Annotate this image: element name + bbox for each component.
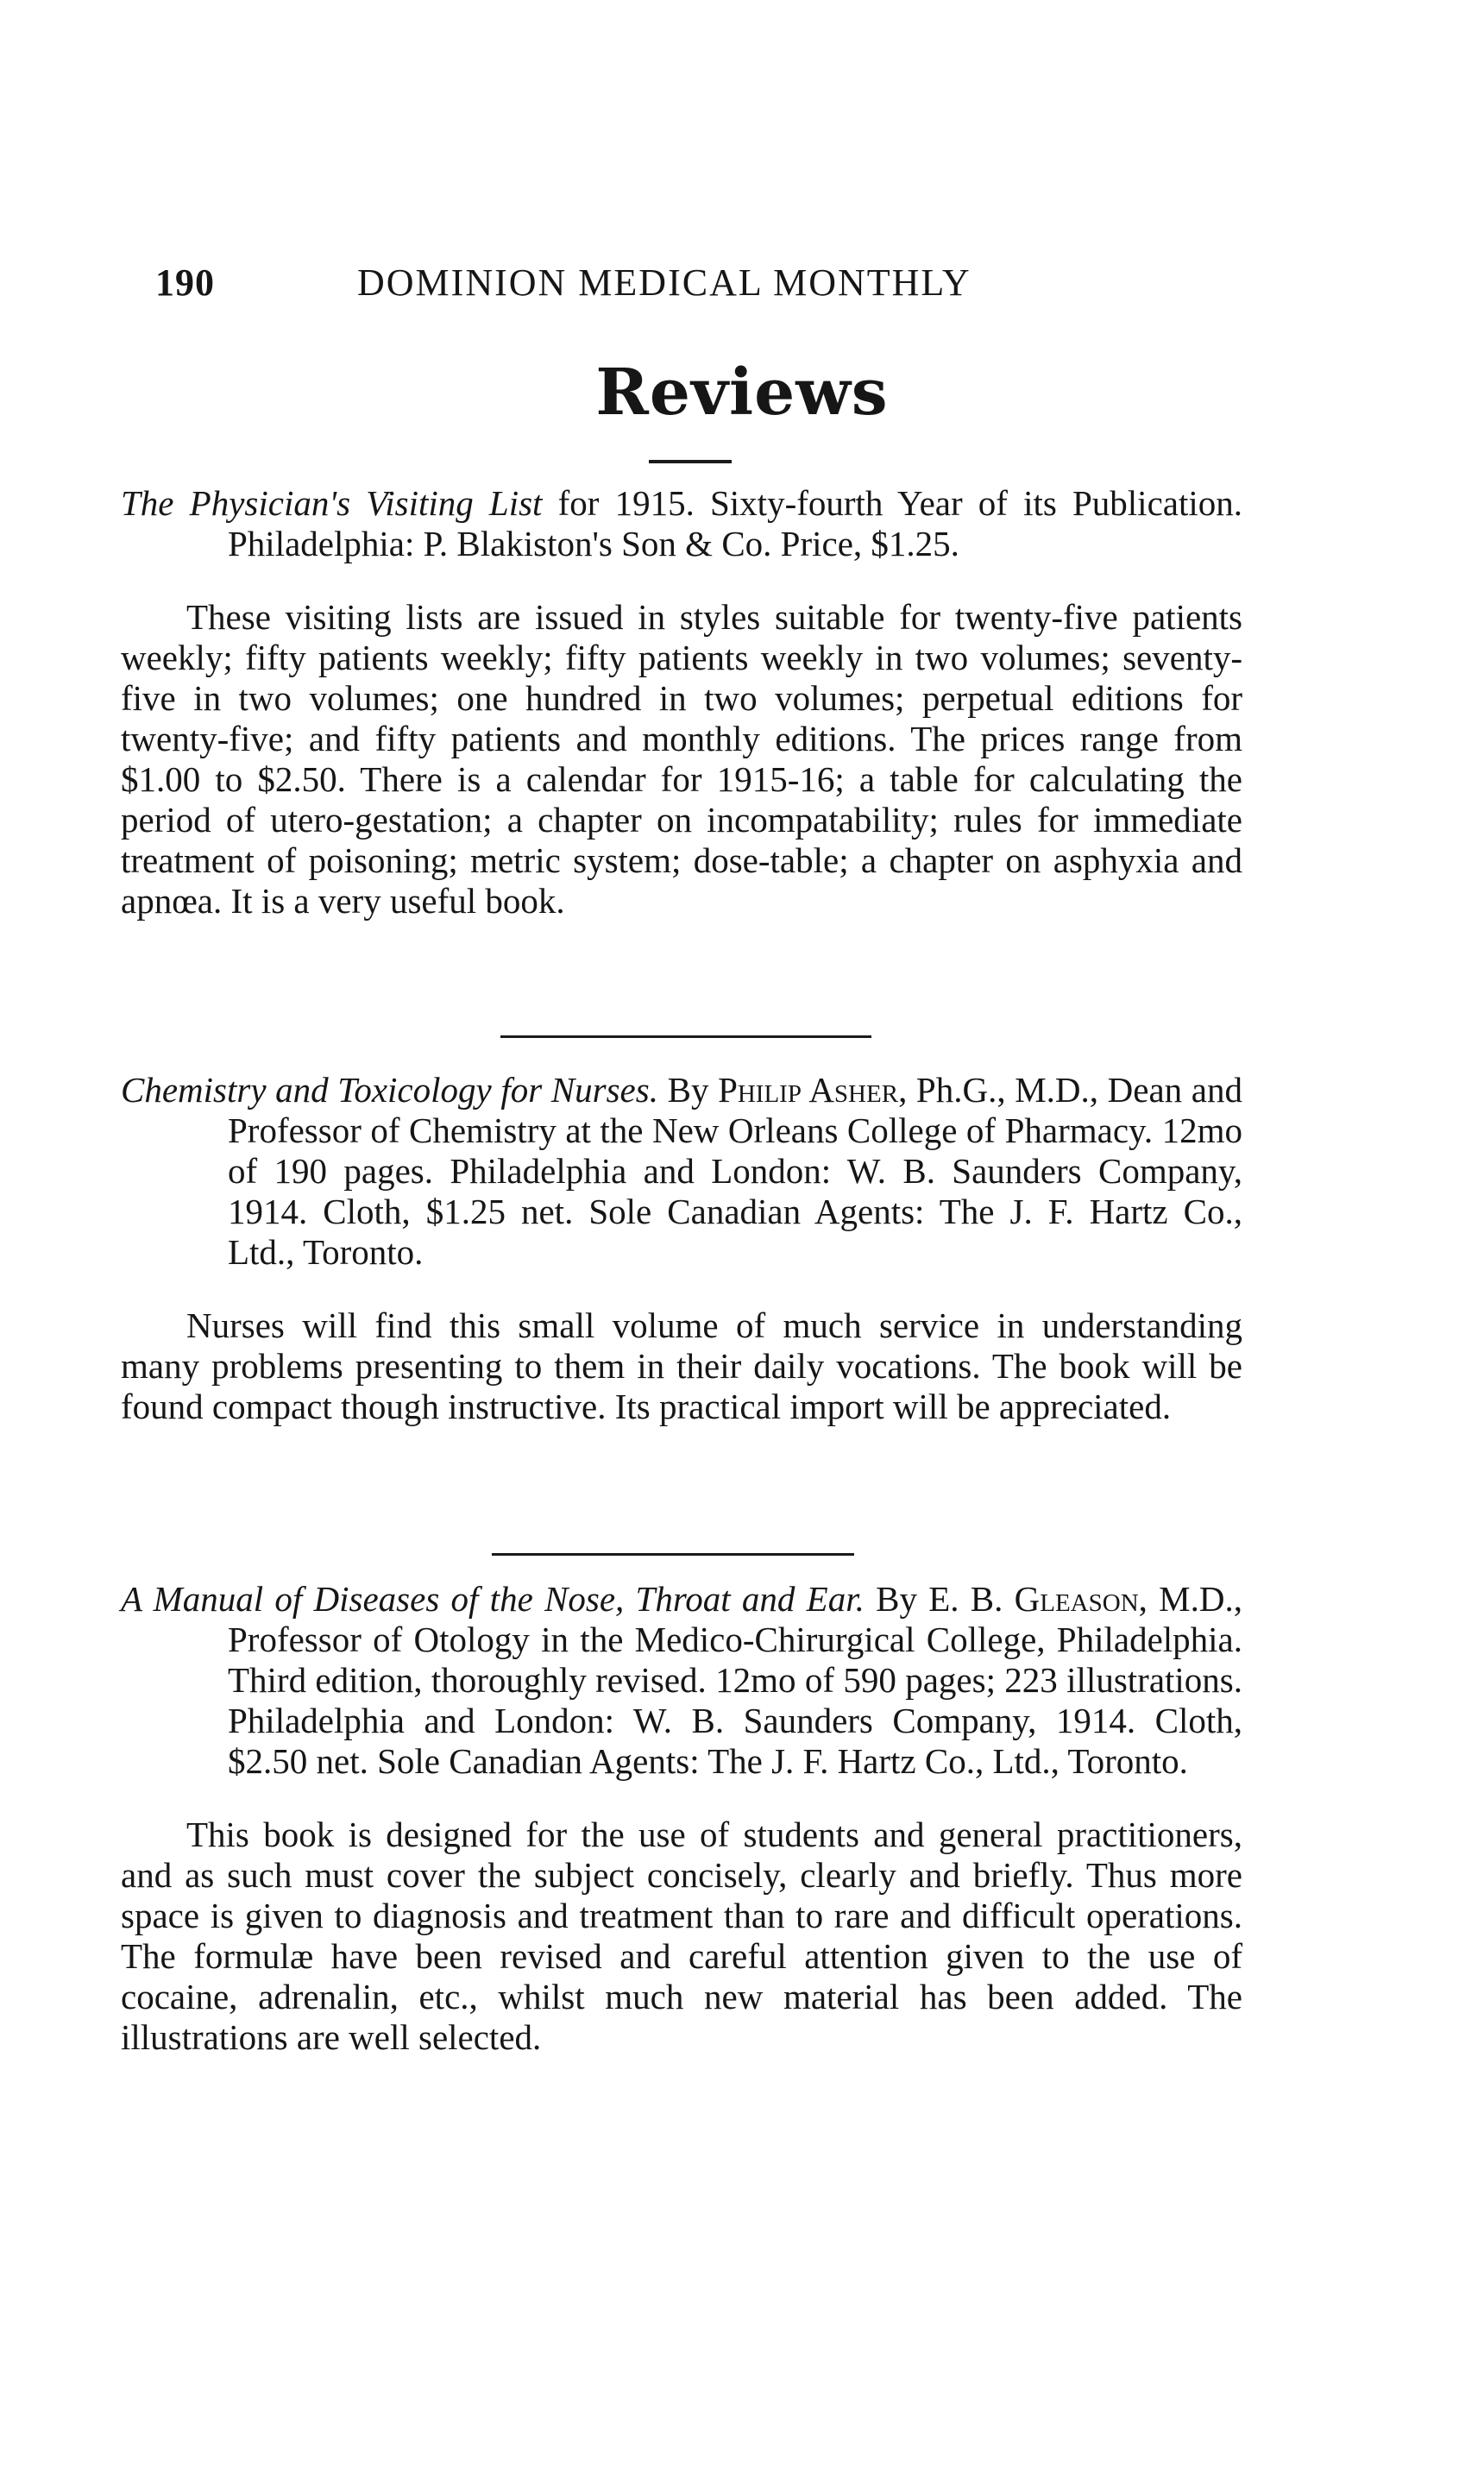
review-citation [121,483,1242,564]
review-body: This book is designed for the use of students and general practitioners, and as such must cover the subject concisely, clearly and briefly. Thus more space is given to diagnosis and treatment than to rare and difficult operations. The formulæ have been revised and careful attention given to the use of cocaine, adrenalin, etc., whilst much new material has been added. The illustrations are well selected. [121,1815,1242,2057]
review-body: Nurses will find this small volume of much service in understanding many problems presenting to them in their daily vocations. The book will be found compact though instructive. Its practical import will be appreciated. [121,1305,1242,1426]
section-heading: Reviews [595,355,889,430]
author-name: Philip Asher [718,1070,899,1110]
review-divider [492,1553,854,1556]
review-citation [121,1579,1242,1782]
heading-rule [649,460,732,463]
page-number: 190 [155,261,215,304]
book-title: Chemistry and Toxicology for Nurses. [121,1070,658,1110]
running-head [155,261,1070,312]
review-nose-throat-ear [121,1579,1242,2058]
citation-by: By E. B. [864,1579,1015,1619]
review-visiting-list [121,483,1242,922]
review-chemistry-toxicology [121,1070,1242,1427]
author-name: Gleason [1014,1579,1139,1619]
book-title: The Physician's Visiting List [121,483,543,523]
citation-details: , Ph.G., M.D., Dean and Professor of Chemistry at the New Orleans College of Pharmacy. 12mo of 190 pages. Philadelphia and London: W. B. Saunders Company, 1914. Cloth, $1.25 net. Sole Canadian Agents: The J. F. Hartz Co., Ltd., Toronto. [228,1070,1242,1272]
book-title: A Manual of Diseases of the Nose, Throat and Ear. [121,1579,865,1619]
citation-details: , M.D., Professor of Otology in the Medico-Chirurgical College, Philadelphia. Third edition, thoroughly revised. 12mo of 590 pages; 223 illustrations. Philadelphia and London: W. B. Saunders Company, 1914. Cloth, $2.50 net. Sole Canadian Agents: The J. F. Hartz Co., Ltd., Toronto. [228,1579,1242,1781]
citation-by: By [657,1070,719,1110]
review-citation [121,1070,1242,1273]
citation-details: for 1915. Sixty-fourth Year of its Publication. Philadelphia: P. Blakiston's Son & Co. Price, $1.25. [228,483,1242,563]
review-divider [500,1035,871,1038]
journal-title: DOMINION MEDICAL MONTHLY [357,261,972,304]
review-body: These visiting lists are issued in styles suitable for twenty-five patients weekly; fifty patients weekly; fifty patients weekly in two volumes; seventy-five in two volumes; one hundred in two volumes; perpetual editions for twenty-five; and fifty patients and monthly editions. The prices range from $1.00 to $2.50. There is a calendar for 1915-16; a table for calculating the period of utero-gestation; a chapter on incompatability; rules for immediate treatment of poisoning; metric system; dose-table; a chapter on asphyxia and apnœa. It is a very useful book. [121,597,1242,921]
